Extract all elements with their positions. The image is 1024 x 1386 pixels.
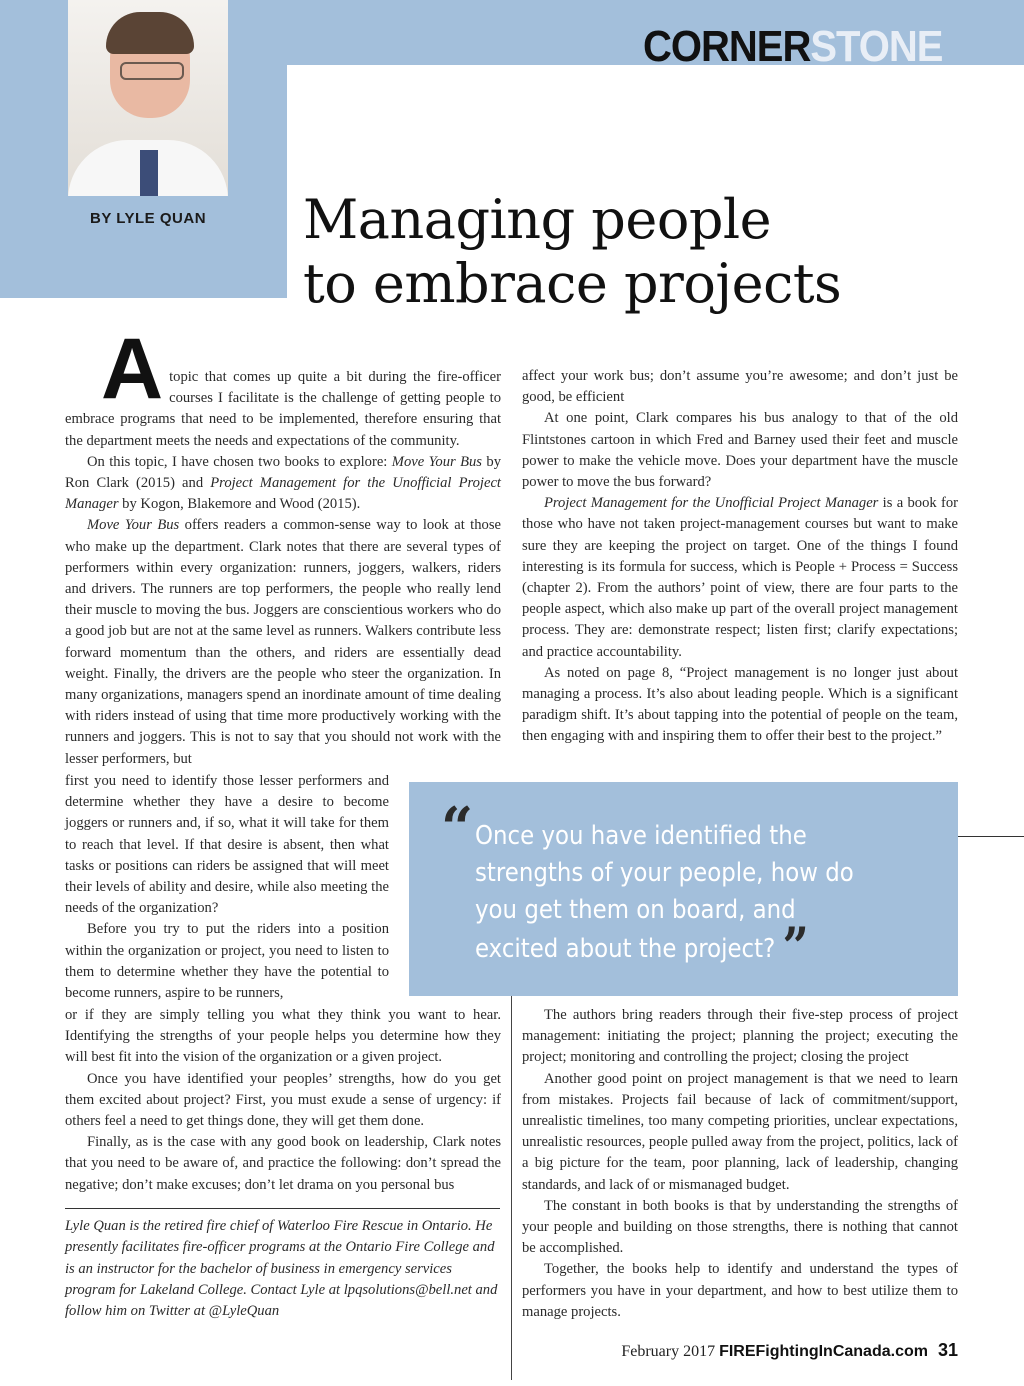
paragraph: The authors bring readers through their five-step process of project management: initiating the project; planning the project; executing the project; monitoring and controlling the project; closing the project	[522, 1007, 958, 1066]
byline: BY LYLE QUAN	[90, 210, 207, 227]
paragraph-continued: affect your work bus; don’t assume you’re awesome; and don’t just be good, be efficient	[522, 368, 958, 406]
paragraph: Once you have identified your peoples’ strengths, how do you get them excited about project? First, you must exude a sense of urgency: if others feel a need to get things done, they will get them done.	[65, 1070, 501, 1130]
paragraph: The constant in both books is that by understanding the strengths of your people and building on those strengths, there is nothing that cannot be accomplished.	[522, 1197, 958, 1257]
article-title	[303, 188, 1003, 316]
page-footer	[621, 1340, 958, 1361]
paragraph: At one point, Clark compares his bus analogy to that of the old Flintstones cartoon in which Fred and Barney used their feet and muscle power to make the vehicle move. Does your department have the muscle power to move the bus forward?	[522, 410, 958, 491]
issue-date: February 2017	[621, 1343, 716, 1360]
left-column-top	[65, 321, 501, 770]
divider-rule	[958, 836, 1024, 837]
brand-part1: CORNER	[643, 23, 811, 71]
paragraph: Finally, as is the case with any good book on leadership, Clark notes that you need to be aware of, and practice the following: don’t spread the negative; don’t make excuses; don’t let drama on you personal bus	[65, 1134, 501, 1193]
website: FIREFightingInCanada.com	[719, 1343, 928, 1360]
author-bio: Lyle Quan is the retired fire chief of Waterloo Fire Rescue in Ontario. He presently facilitates fire-officer programs at the Ontario Fire College and is an instructor for the bachelor of business in emergency services program for Lakeland College. Contact Lyle at lpqsolutions@bell.net and follow him on Twitter at @LyleQuan	[65, 1218, 498, 1320]
pull-quote	[409, 782, 958, 996]
left-column-narrow	[65, 771, 389, 1004]
intro-paragraph: Atopic that comes up quite a bit during the fire-officer courses I facilitate is the challenge of getting people to embrace programs that need to be implemented, therefore ensuring that the department meets the needs and expectations of the community.	[65, 321, 501, 449]
paragraph-continued: or if they are simply telling you what they think you want to hear. Identifying the strengths of your people helps you determine how they will best fit into the vision of the organization or a given project.	[65, 1007, 501, 1066]
close-quote-mark: ”	[782, 917, 809, 978]
bio-divider	[65, 1208, 500, 1209]
brand-part2: STONE	[810, 23, 943, 71]
page-number: 31	[937, 1340, 958, 1360]
column-divider	[511, 996, 512, 1380]
paragraph: As noted on page 8, “Project management is no longer just about managing a process. It’s also about leading people. Which is a significant paradigm shift. It’s about tapping into the potential of people on the team, then engaging with and inspiring them to offer their best to the project.”	[522, 664, 958, 745]
drop-cap: A	[101, 321, 164, 417]
open-quote-mark: “	[441, 795, 474, 861]
right-column-top	[522, 366, 958, 748]
author-photo	[68, 0, 228, 196]
pull-quote-text: Once you have identified the strengths of your people, how do you get them on board, and excited about the project? ”	[475, 821, 854, 978]
paragraph-continued: first you need to identify those lesser performers and determine whether they have a desire to become joggers or runners and, if so, what it will take for them to reach that level. If that desire is absent, then what tasks or positions can riders be assigned that will meet their levels of ability and desire, while also meeting the needs of the organization?	[65, 773, 389, 917]
section-brand	[643, 22, 942, 72]
right-column-bottom	[522, 1005, 958, 1323]
left-column-bottom	[65, 1005, 501, 1196]
title-line1: Managing people	[303, 188, 772, 251]
paragraph: Project Management for the Unofficial Project Manager is a book for those who have not taken project-management courses but want to make sure they are keeping the project on target. One of the things I found interesting is its formula for success, which is People + Process = Success (chapter 2). From the authors’ point of view, there are four parts to the people aspect, which also make up part of the overall project management process. They are: demonstrate respect; listen first; clarify expectations; and practice accountability.	[522, 495, 958, 660]
title-line2: to embrace projects	[303, 252, 842, 315]
paragraph: Another good point on project management is that we need to learn from mistakes. Projects fail because of lack of commitment/support, unrealistic timelines, too many competing priorities, unclear expectations, unrealistic resources, people pulled away from the project, politics, lack of a big picture for the team, poor planning, lack of leadership, changing standards, and lack of or mismanaged budget.	[522, 1070, 958, 1193]
paragraph: Before you try to put the riders into a position within the organization or project, you need to listen to them to determine whether they have the potential to become runners, aspire to be runners,	[65, 921, 389, 1002]
paragraph: On this topic, I have chosen two books to explore: Move Your Bus by Ron Clark (2015) and Project Management for the Unofficial Project Manager by Kogon, Blakemore and Wood (2015).	[65, 453, 501, 513]
paragraph: Move Your Bus offers readers a common-sense way to look at those who make up the department. Clark notes that there are several types of performers within every organization: runners, joggers, walkers, riders and drivers. The runners are top performers, the people who really lend their muscle to moving the bus. Joggers are conscientious workers who do a good job but are not at the same level as runners. Walkers contribute less forward momentum than the others, and riders are essentially dead weight. Finally, the drivers are the people who steer the organization. In many organizations, managers spend an inordinate amount of time dealing with riders instead of using that time more productively working with the runners and joggers. This is not to say that you should not work with the lesser performers, but	[65, 517, 501, 767]
paragraph: Together, the books help to identify and understand the types of performers you have in your department, and how to best utilize them to manage projects.	[522, 1261, 958, 1320]
